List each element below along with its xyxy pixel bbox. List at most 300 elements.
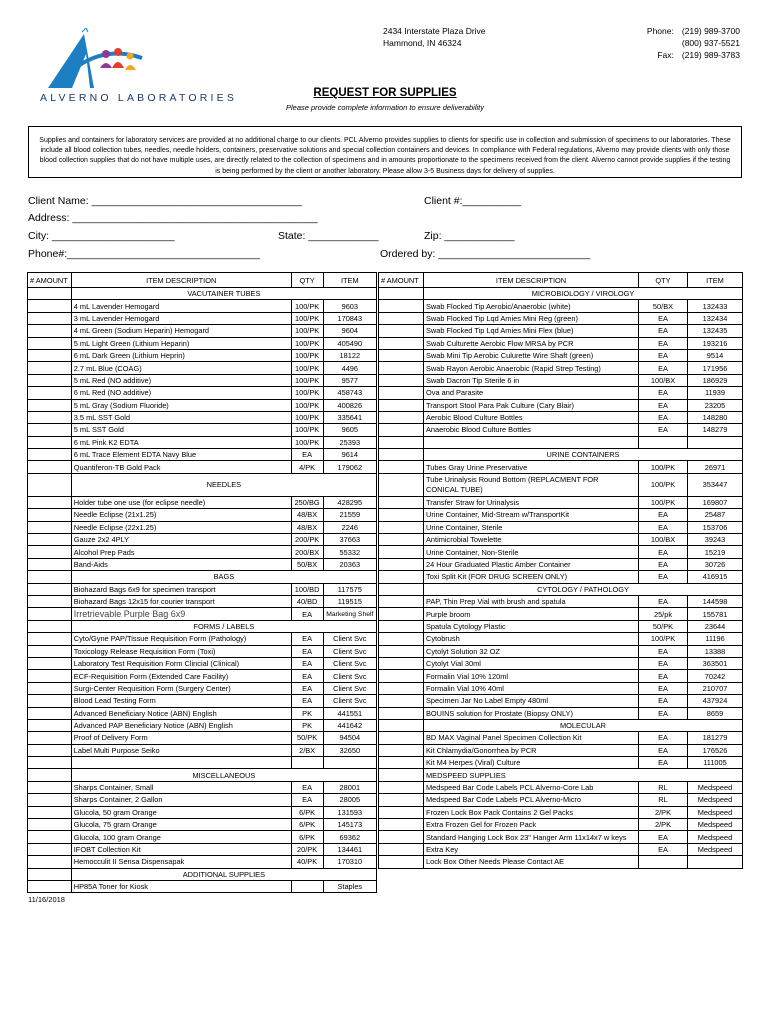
item-qty: EA (291, 657, 323, 669)
amount-cell[interactable] (28, 645, 72, 657)
amount-cell[interactable] (28, 534, 72, 546)
table-row (28, 387, 377, 399)
item-qty: 25/pk (639, 608, 688, 620)
amount-cell[interactable] (379, 312, 424, 324)
address-line1: 2434 Interstate Plaza Drive (383, 26, 486, 36)
amount-cell[interactable] (379, 546, 424, 558)
amount-cell[interactable] (28, 496, 72, 508)
item-number: 441642 (323, 719, 376, 731)
amount-cell[interactable] (379, 806, 424, 818)
item-qty: 48/BX (291, 509, 323, 521)
item-qty (639, 856, 688, 868)
amount-cell[interactable] (28, 608, 72, 620)
item-description: Needle Eclipse (22x1.25) (71, 521, 291, 533)
item-number: 13388 (688, 645, 743, 657)
amount-cell[interactable] (28, 682, 72, 694)
item-description: Cytolyt Vial 30ml (424, 657, 639, 669)
table-row (28, 645, 377, 657)
amount-cell[interactable] (28, 583, 72, 595)
table-row (28, 633, 377, 645)
item-qty: 100/PK (291, 399, 323, 411)
header-qty: QTY (639, 273, 688, 288)
amount-cell[interactable] (379, 387, 424, 399)
section-title: VACUTAINER TUBES (71, 288, 376, 300)
item-description: Kit M4 Herpes (Viral) Culture (424, 757, 639, 769)
table-row (379, 362, 743, 374)
item-number: 132433 (688, 300, 743, 312)
amount-cell[interactable] (28, 868, 72, 880)
item-number: 37663 (323, 534, 376, 546)
section-title: CYTOLOGY / PATHOLOGY (424, 583, 743, 595)
item-description: Swab Dacron Tip Sterile 6 in (424, 374, 639, 386)
item-number: 437924 (688, 695, 743, 707)
amount-cell[interactable] (379, 337, 424, 349)
section-title: MOLECULAR (424, 719, 743, 731)
table-row (28, 399, 377, 411)
amount-cell[interactable] (379, 521, 424, 533)
item-number: 169807 (688, 496, 743, 508)
amount-cell[interactable] (28, 695, 72, 707)
table-row (379, 843, 743, 855)
amount-cell[interactable] (28, 657, 72, 669)
item-number: 9603 (323, 300, 376, 312)
table-row (28, 449, 377, 461)
item-qty: 4/PK (291, 461, 323, 473)
item-qty: 50/PK (639, 620, 688, 632)
amount-cell[interactable] (28, 473, 72, 496)
amount-cell[interactable] (379, 608, 424, 620)
amount-cell[interactable] (379, 496, 424, 508)
section-header-row (28, 571, 377, 583)
item-number: 170310 (323, 856, 376, 868)
amount-cell[interactable] (28, 794, 72, 806)
item-description: 6 mL Red (NO additive) (71, 387, 291, 399)
table-row (379, 657, 743, 669)
header-amount: # AMOUNT (28, 273, 72, 288)
item-number: Medspeed (688, 806, 743, 818)
amount-cell[interactable] (28, 337, 72, 349)
item-description: Biohazard Bags 6x9 for specimen transport (71, 583, 291, 595)
zip-field[interactable]: Zip: ____________ (424, 230, 515, 242)
item-description: Kit Chlamydia/Gonorrhea by PCR (424, 744, 639, 756)
item-qty: EA (291, 781, 323, 793)
table-row (379, 856, 743, 868)
amount-cell[interactable] (379, 757, 424, 769)
section-header-row (379, 583, 743, 595)
item-description: BD MAX Vaginal Panel Specimen Collection Kit (424, 732, 639, 744)
item-qty: 100/PK (291, 411, 323, 423)
item-qty: EA (639, 387, 688, 399)
amount-cell[interactable] (379, 744, 424, 756)
amount-cell[interactable] (379, 769, 424, 781)
item-number: 70242 (688, 670, 743, 682)
table-row (28, 719, 377, 731)
item-qty: 40/PK (291, 856, 323, 868)
item-number (688, 856, 743, 868)
amount-cell[interactable] (28, 558, 72, 570)
item-qty: 50/BX (291, 558, 323, 570)
item-number: Client Svc (323, 633, 376, 645)
amount-cell[interactable] (28, 719, 72, 731)
item-description: Sharps Container, 2 Gallon (71, 794, 291, 806)
table-row (379, 707, 743, 719)
amount-cell[interactable] (28, 744, 72, 756)
item-number: Medspeed (688, 781, 743, 793)
client-name-field[interactable]: Client Name: ____________________________________ (28, 195, 302, 207)
amount-cell[interactable] (28, 312, 72, 324)
table-row (28, 707, 377, 719)
item-description: 24 Hour Graduated Plastic Amber Container (424, 558, 639, 570)
amount-cell[interactable] (28, 707, 72, 719)
amount-cell[interactable] (379, 473, 424, 496)
amount-cell[interactable] (379, 719, 424, 731)
item-description: Band-Aids (71, 558, 291, 570)
section-title: ADDITIONAL SUPPLIES (71, 868, 376, 880)
amount-cell[interactable] (379, 399, 424, 411)
item-description: 4 mL Green (Sodium Heparin) Hemogard (71, 325, 291, 337)
amount-cell[interactable] (28, 781, 72, 793)
item-qty: 6/PK (291, 819, 323, 831)
city-field[interactable]: City: _____________________ (28, 230, 175, 242)
amount-cell[interactable] (28, 546, 72, 558)
table-row (28, 374, 377, 386)
amount-cell[interactable] (28, 399, 72, 411)
item-description: Ova and Parasite (424, 387, 639, 399)
item-description: 5 mL SST Gold (71, 424, 291, 436)
table-row (379, 819, 743, 831)
item-number (323, 757, 376, 769)
item-description-line: CONICAL TUBE) (426, 484, 483, 494)
item-qty: 20/PK (291, 843, 323, 855)
fax-value: (219) 989-3783 (681, 50, 740, 60)
section-header-row (28, 288, 377, 300)
item-description: Frozen Lock Box Pack Contains 2 Gel Packs (424, 806, 639, 818)
section-title: MISCELLANEOUS (71, 769, 376, 781)
item-qty (291, 757, 323, 769)
item-description: Transport Stool Para Pak Culture (Cary Blair) (424, 399, 639, 411)
item-description: Label Multi Purpose Seiko (71, 744, 291, 756)
item-qty: 100/PK (291, 424, 323, 436)
table-row (379, 436, 743, 448)
table-row (379, 682, 743, 694)
amount-cell[interactable] (28, 325, 72, 337)
amount-cell[interactable] (379, 695, 424, 707)
phone-field[interactable]: Phone#:_________________________________ (28, 248, 260, 260)
table-row (379, 411, 743, 423)
amount-cell[interactable] (379, 558, 424, 570)
amount-cell[interactable] (28, 769, 72, 781)
table-row (28, 856, 377, 868)
amount-cell[interactable] (379, 707, 424, 719)
section-header-row (28, 473, 377, 496)
item-description: Sharps Container, Small (71, 781, 291, 793)
table-row (28, 831, 377, 843)
item-description: Urine Container, Sterile (424, 521, 639, 533)
table-row (379, 399, 743, 411)
amount-cell[interactable] (379, 843, 424, 855)
table-row (28, 461, 377, 473)
amount-cell[interactable] (28, 411, 72, 423)
item-description: Medspeed Bar Code Labels PCL Alverno-Core Lab (424, 781, 639, 793)
item-description: Advanced Beneficiary Notice (ABN) English (71, 707, 291, 719)
item-number: Client Svc (323, 682, 376, 694)
amount-cell[interactable] (379, 645, 424, 657)
amount-cell[interactable] (28, 288, 72, 300)
amount-cell[interactable] (379, 682, 424, 694)
item-description-line: Tube Urinalysis Round Bottom (REPLACMENT FOR (426, 474, 599, 484)
item-qty: EA (639, 558, 688, 570)
item-description: 2.7 mL Blue (COAG) (71, 362, 291, 374)
amount-cell[interactable] (28, 843, 72, 855)
amount-cell[interactable] (379, 509, 424, 521)
item-qty: 100/BX (639, 374, 688, 386)
table-row (28, 744, 377, 756)
item-qty: 100/PK (291, 374, 323, 386)
amount-cell[interactable] (28, 449, 72, 461)
amount-cell[interactable] (28, 732, 72, 744)
table-row (28, 300, 377, 312)
table-row (28, 595, 377, 607)
section-header-row (379, 449, 743, 461)
item-number: 170843 (323, 312, 376, 324)
item-number: 28001 (323, 781, 376, 793)
amount-cell[interactable] (379, 732, 424, 744)
item-qty: RL (639, 781, 688, 793)
amount-cell[interactable] (28, 831, 72, 843)
amount-cell[interactable] (379, 819, 424, 831)
item-number: 25393 (323, 436, 376, 448)
section-header-row (28, 620, 377, 632)
amount-cell[interactable] (379, 534, 424, 546)
item-qty: 2/BX (291, 744, 323, 756)
table-row (379, 521, 743, 533)
item-number: Client Svc (323, 645, 376, 657)
item-number: 428295 (323, 496, 376, 508)
item-number: Staples (323, 880, 376, 892)
item-description (424, 436, 639, 448)
header-description: ITEM DESCRIPTION (71, 273, 291, 288)
item-description (71, 757, 291, 769)
item-number: Medspeed (688, 794, 743, 806)
table-header-row (379, 273, 743, 288)
client-number-field[interactable]: Client #:__________ (424, 195, 521, 207)
amount-cell[interactable] (379, 856, 424, 868)
amount-cell[interactable] (379, 411, 424, 423)
item-qty: EA (291, 794, 323, 806)
amount-cell[interactable] (379, 436, 424, 448)
item-description: Swab Flocked Tip Lqd Amies Mini Flex (blue) (424, 325, 639, 337)
amount-cell[interactable] (379, 781, 424, 793)
amount-cell[interactable] (379, 374, 424, 386)
amount-cell[interactable] (379, 300, 424, 312)
table-row (379, 806, 743, 818)
amount-cell[interactable] (379, 288, 424, 300)
amount-cell[interactable] (28, 620, 72, 632)
item-qty (639, 436, 688, 448)
item-qty: 50/PK (291, 732, 323, 744)
item-qty: EA (291, 682, 323, 694)
header-item: ITEM (323, 273, 376, 288)
amount-cell[interactable] (28, 856, 72, 868)
item-qty: EA (639, 831, 688, 843)
item-description (424, 473, 639, 496)
item-number: 117575 (323, 583, 376, 595)
table-row (28, 337, 377, 349)
item-description: Laboratory Test Requisition Form Clincial (Clinical) (71, 657, 291, 669)
amount-cell[interactable] (379, 349, 424, 361)
amount-cell[interactable] (379, 831, 424, 843)
state-field[interactable]: State: ____________ (278, 230, 379, 242)
item-description: 5 mL Red (NO additive) (71, 374, 291, 386)
item-qty: 100/BD (291, 583, 323, 595)
table-header-row (28, 273, 377, 288)
amount-cell[interactable] (379, 461, 424, 473)
address-field[interactable]: Address: __________________________________________ (28, 212, 318, 224)
amount-cell[interactable] (379, 362, 424, 374)
amount-cell[interactable] (28, 521, 72, 533)
item-qty: EA (639, 657, 688, 669)
amount-cell[interactable] (28, 461, 72, 473)
amount-cell[interactable] (379, 583, 424, 595)
item-number: 210707 (688, 682, 743, 694)
table-row (379, 695, 743, 707)
table-row (379, 620, 743, 632)
item-description: Advanced PAP Beneficiary Notice (ABN) English (71, 719, 291, 731)
item-number: 11939 (688, 387, 743, 399)
table-row (379, 595, 743, 607)
amount-cell[interactable] (28, 509, 72, 521)
item-qty: PK (291, 719, 323, 731)
item-description: Irretrievable Purple Bag 6x9 (71, 608, 291, 620)
item-description: Swab Flocked Tip Lqd Amies Mini Reg (green) (424, 312, 639, 324)
table-row (379, 387, 743, 399)
item-description: Formalin Vial 10% 40ml (424, 682, 639, 694)
item-qty: 100/BX (639, 534, 688, 546)
amount-cell[interactable] (379, 633, 424, 645)
table-row (379, 312, 743, 324)
amount-cell[interactable] (379, 595, 424, 607)
amount-cell[interactable] (379, 794, 424, 806)
amount-cell[interactable] (28, 300, 72, 312)
section-title: MEDSPEED SUPPLIES (424, 769, 743, 781)
table-row (28, 843, 377, 855)
item-qty: 200/BX (291, 546, 323, 558)
section-header-row (28, 769, 377, 781)
company-phones (647, 25, 740, 61)
item-number: 20363 (323, 558, 376, 570)
item-number: 335641 (323, 411, 376, 423)
table-row (28, 546, 377, 558)
amount-cell[interactable] (28, 819, 72, 831)
amount-cell[interactable] (28, 633, 72, 645)
amount-cell[interactable] (379, 620, 424, 632)
amount-cell[interactable] (28, 362, 72, 374)
item-qty: 40/BD (291, 595, 323, 607)
item-number: 4496 (323, 362, 376, 374)
amount-cell[interactable] (28, 670, 72, 682)
item-description: Glucola, 100 gram Orange (71, 831, 291, 843)
item-number: Client Svc (323, 695, 376, 707)
amount-cell[interactable] (379, 670, 424, 682)
item-qty: EA (639, 312, 688, 324)
item-number: 30726 (688, 558, 743, 570)
item-number: 26971 (688, 461, 743, 473)
phone-value: (219) 989-3700 (681, 26, 740, 36)
item-number: 8659 (688, 707, 743, 719)
amount-cell[interactable] (28, 806, 72, 818)
amount-cell[interactable] (379, 571, 424, 583)
item-number: Client Svc (323, 657, 376, 669)
amount-cell[interactable] (28, 349, 72, 361)
item-number: Medspeed (688, 843, 743, 855)
table-row (28, 657, 377, 669)
item-qty: EA (639, 424, 688, 436)
item-qty: 100/PK (639, 473, 688, 496)
item-description: ECF-Requisition Form (Extended Care Facility) (71, 670, 291, 682)
item-qty: 2/PK (639, 819, 688, 831)
item-number: 155781 (688, 608, 743, 620)
item-number: 9605 (323, 424, 376, 436)
item-qty: EA (639, 325, 688, 337)
ordered-by-field[interactable]: Ordered by: __________________________ (380, 248, 591, 260)
amount-cell[interactable] (379, 424, 424, 436)
item-number: 11196 (688, 633, 743, 645)
item-description: Purple broom (424, 608, 639, 620)
amount-cell[interactable] (28, 757, 72, 769)
item-number: 111005 (688, 757, 743, 769)
item-description: 6 mL Pink K2 EDTA (71, 436, 291, 448)
item-number: Client Svc (323, 670, 376, 682)
item-qty: 100/PK (291, 337, 323, 349)
table-row (28, 583, 377, 595)
item-qty: 6/PK (291, 806, 323, 818)
item-description: Glucola, 75 gram Orange (71, 819, 291, 831)
item-description: Alcohol Prep Pads (71, 546, 291, 558)
amount-cell[interactable] (28, 571, 72, 583)
amount-cell[interactable] (28, 880, 72, 892)
table-row (28, 806, 377, 818)
item-number: 181279 (688, 732, 743, 744)
amount-cell[interactable] (379, 449, 424, 461)
page-subtitle: Please provide complete information to ensure deliverability (285, 103, 485, 112)
amount-cell[interactable] (28, 595, 72, 607)
item-qty: EA (639, 645, 688, 657)
item-number: 25487 (688, 509, 743, 521)
item-qty: EA (291, 645, 323, 657)
item-qty: 2/PK (639, 806, 688, 818)
logo-text: ALVERNO LABORATORIES (40, 92, 238, 104)
section-title: NEEDLES (71, 473, 376, 496)
amount-cell[interactable] (28, 436, 72, 448)
item-number: Medspeed (688, 819, 743, 831)
table-row (379, 781, 743, 793)
table-row (379, 337, 743, 349)
section-header-row (28, 868, 377, 880)
item-description: Swab Mini Tip Aerobic Culurette Wire Shaft (green) (424, 349, 639, 361)
amount-cell[interactable] (28, 424, 72, 436)
amount-cell[interactable] (28, 387, 72, 399)
amount-cell[interactable] (28, 374, 72, 386)
item-description: Extra Key (424, 843, 639, 855)
section-header-row (379, 719, 743, 731)
item-number: 400826 (323, 399, 376, 411)
amount-cell[interactable] (379, 325, 424, 337)
supplies-table-left (27, 272, 377, 893)
table-row (379, 558, 743, 570)
item-description: BOUINS solution for Prostate (Biopsy ONLY) (424, 707, 639, 719)
table-row (28, 695, 377, 707)
amount-cell[interactable] (379, 657, 424, 669)
